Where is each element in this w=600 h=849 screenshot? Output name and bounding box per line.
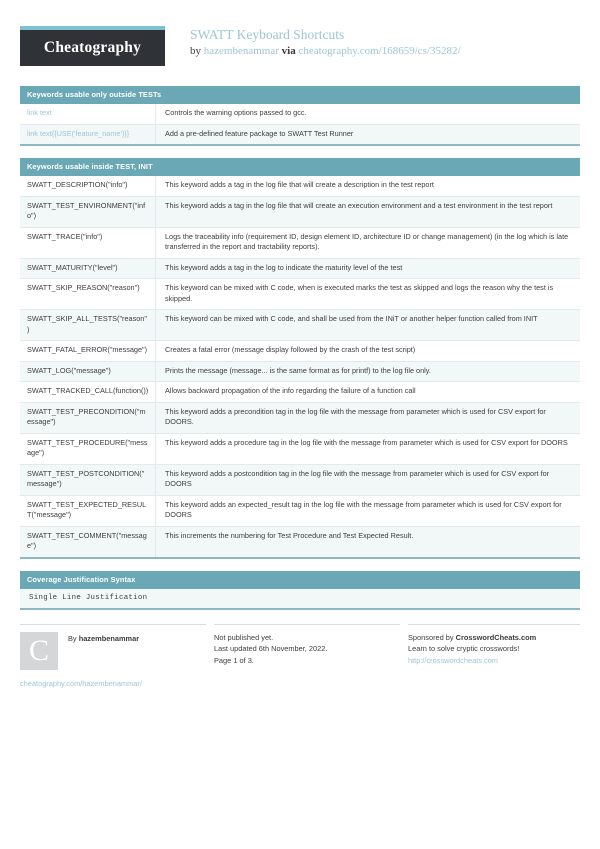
sponsor-url-link[interactable]: http://crosswordcheats.com xyxy=(408,655,498,665)
row-term: SWATT_SKIP_ALL_TESTS("reason") xyxy=(20,310,156,340)
author-row xyxy=(20,632,206,670)
table-row xyxy=(20,259,580,280)
logo-text: Cheatography xyxy=(43,39,142,56)
row-description: This keyword adds an expected_result tag in the log file with the message from parameter which is used for CSV export for DOORS xyxy=(165,499,562,519)
table-row xyxy=(20,279,580,310)
section-heading: Keywords usable inside TEST, INIT xyxy=(20,158,580,176)
section-heading: Coverage Justification Syntax xyxy=(20,571,580,589)
row-description: This keyword can be mixed with C code, when is executed marks the test as skipped and logs the reason why the test is skipped. xyxy=(165,283,554,303)
table-row xyxy=(20,104,580,125)
row-term[interactable]: link text xyxy=(20,104,156,124)
author-byline xyxy=(68,632,139,670)
avatar: C xyxy=(20,632,58,670)
row-description: This keyword adds a procedure tag in the log file with the message from parameter which is used for CSV export for DOORS xyxy=(165,437,568,447)
row-term: SWATT_LOG("message") xyxy=(20,362,156,382)
cheatography-logo[interactable] xyxy=(20,26,165,66)
footer-sponsor-column xyxy=(408,624,580,688)
section-coverage-justification xyxy=(20,571,580,610)
source-url-link[interactable]: cheatography.com/168659/cs/35282/ xyxy=(298,45,461,57)
sponsor-prefix: Sponsored by xyxy=(408,632,454,642)
section-heading: Keywords usable only outside TESTs xyxy=(20,86,580,104)
by-label: by xyxy=(190,45,201,57)
table-row xyxy=(20,125,580,145)
row-term: SWATT_FATAL_ERROR("message") xyxy=(20,341,156,361)
table-row xyxy=(20,228,580,259)
title-group xyxy=(190,26,461,59)
by-label: By xyxy=(68,633,77,643)
row-description: This keyword adds a tag in the log to indicate the maturity level of the test xyxy=(165,262,403,272)
section-inside-test-init xyxy=(20,158,580,559)
table-row xyxy=(20,434,580,465)
publish-status: Not published yet. xyxy=(214,632,274,642)
table-row xyxy=(20,496,580,527)
row-description: Add a pre-defined feature package to SWATT Test Runner xyxy=(165,128,354,138)
table-row xyxy=(20,403,580,434)
table-row xyxy=(20,465,580,496)
row-description: This keyword adds a postcondition tag in the log file with the message from parameter which is used for CSV export for DOORS xyxy=(165,468,550,488)
row-term: SWATT_TEST_EXPECTED_RESULT("message") xyxy=(20,496,156,526)
row-description: Creates a fatal error (message display followed by the crash of the test script) xyxy=(165,345,416,354)
row-description: Logs the traceability info (requirement ID, design element ID, architecture ID or change management) (in the log which is late transferred in the report and tractability reports). xyxy=(165,231,569,251)
page-info: Page 1 of 3. xyxy=(214,655,254,665)
table-row xyxy=(20,382,580,403)
sponsor-line xyxy=(408,632,580,644)
row-term: SWATT_TRACE("info") xyxy=(20,228,156,258)
table-row xyxy=(20,197,580,228)
row-term: SWATT_TRACKED_CALL(function()) xyxy=(20,382,156,402)
author-link[interactable]: hazembenammar xyxy=(203,45,279,57)
row-term: SWATT_TEST_ENVIRONMENT("info") xyxy=(20,197,156,227)
footer-author-column xyxy=(20,624,206,688)
sponsor-url-line xyxy=(408,655,580,667)
section-outside-tests xyxy=(20,86,580,146)
table-row xyxy=(20,589,580,608)
row-description: This keyword adds a tag in the log file that will create an execution environment and a test environment in the test report xyxy=(165,200,553,210)
code-line: Single Line Justification xyxy=(29,593,148,602)
row-term: SWATT_SKIP_REASON("reason") xyxy=(20,279,156,309)
table-row xyxy=(20,310,580,341)
sponsor-tagline: Learn to solve cryptic crosswords! xyxy=(408,644,520,653)
row-description: This increments the numbering for Test Procedure and Test Expected Result. xyxy=(165,530,414,540)
row-term: SWATT_TEST_POSTCONDITION("message") xyxy=(20,465,156,495)
table-row xyxy=(20,341,580,362)
last-updated: Last updated 6th November, 2022. xyxy=(214,644,328,653)
row-term: SWATT_TEST_PRECONDITION("message") xyxy=(20,403,156,433)
row-description: Controls the warning options passed to gcc. xyxy=(165,108,307,117)
row-description: Prints the message (message... is the same format as for printf) to the log file only. xyxy=(165,365,431,375)
row-term: SWATT_TEST_COMMENT("message") xyxy=(20,527,156,557)
byline xyxy=(190,44,461,59)
page-title: SWATT Keyboard Shortcuts xyxy=(190,27,345,42)
page-header xyxy=(20,0,580,74)
author-profile-link[interactable]: cheatography.com/hazembenammar/ xyxy=(20,678,142,688)
row-description: Allows backward propagation of the info regarding the failure of a function call xyxy=(165,386,416,395)
author-name: hazembenammar xyxy=(78,633,140,643)
row-term: SWATT_DESCRIPTION("info") xyxy=(20,176,156,196)
table-row xyxy=(20,176,580,197)
table-row xyxy=(20,362,580,383)
table-row xyxy=(20,527,580,557)
via-label: via xyxy=(281,45,296,57)
row-term[interactable]: link text{{USE('feature_name')}} xyxy=(20,125,156,145)
sponsor-name: CrosswordCheats.com xyxy=(455,632,537,642)
row-description: This keyword adds a precondition tag in the log file with the message from parameter which is used for CSV export for DOORS. xyxy=(165,406,546,426)
row-description: This keyword adds a tag in the log file that will create a description in the test report xyxy=(165,180,434,189)
page-footer xyxy=(20,624,580,688)
row-term: SWATT_TEST_PROCEDURE("message") xyxy=(20,434,156,464)
footer-publish-column xyxy=(214,624,400,688)
row-description: This keyword can be mixed with C code, and shall be used from the INiT or another helper function called from INIT xyxy=(165,314,538,323)
row-term: SWATT_MATURITY("level") xyxy=(20,259,156,279)
